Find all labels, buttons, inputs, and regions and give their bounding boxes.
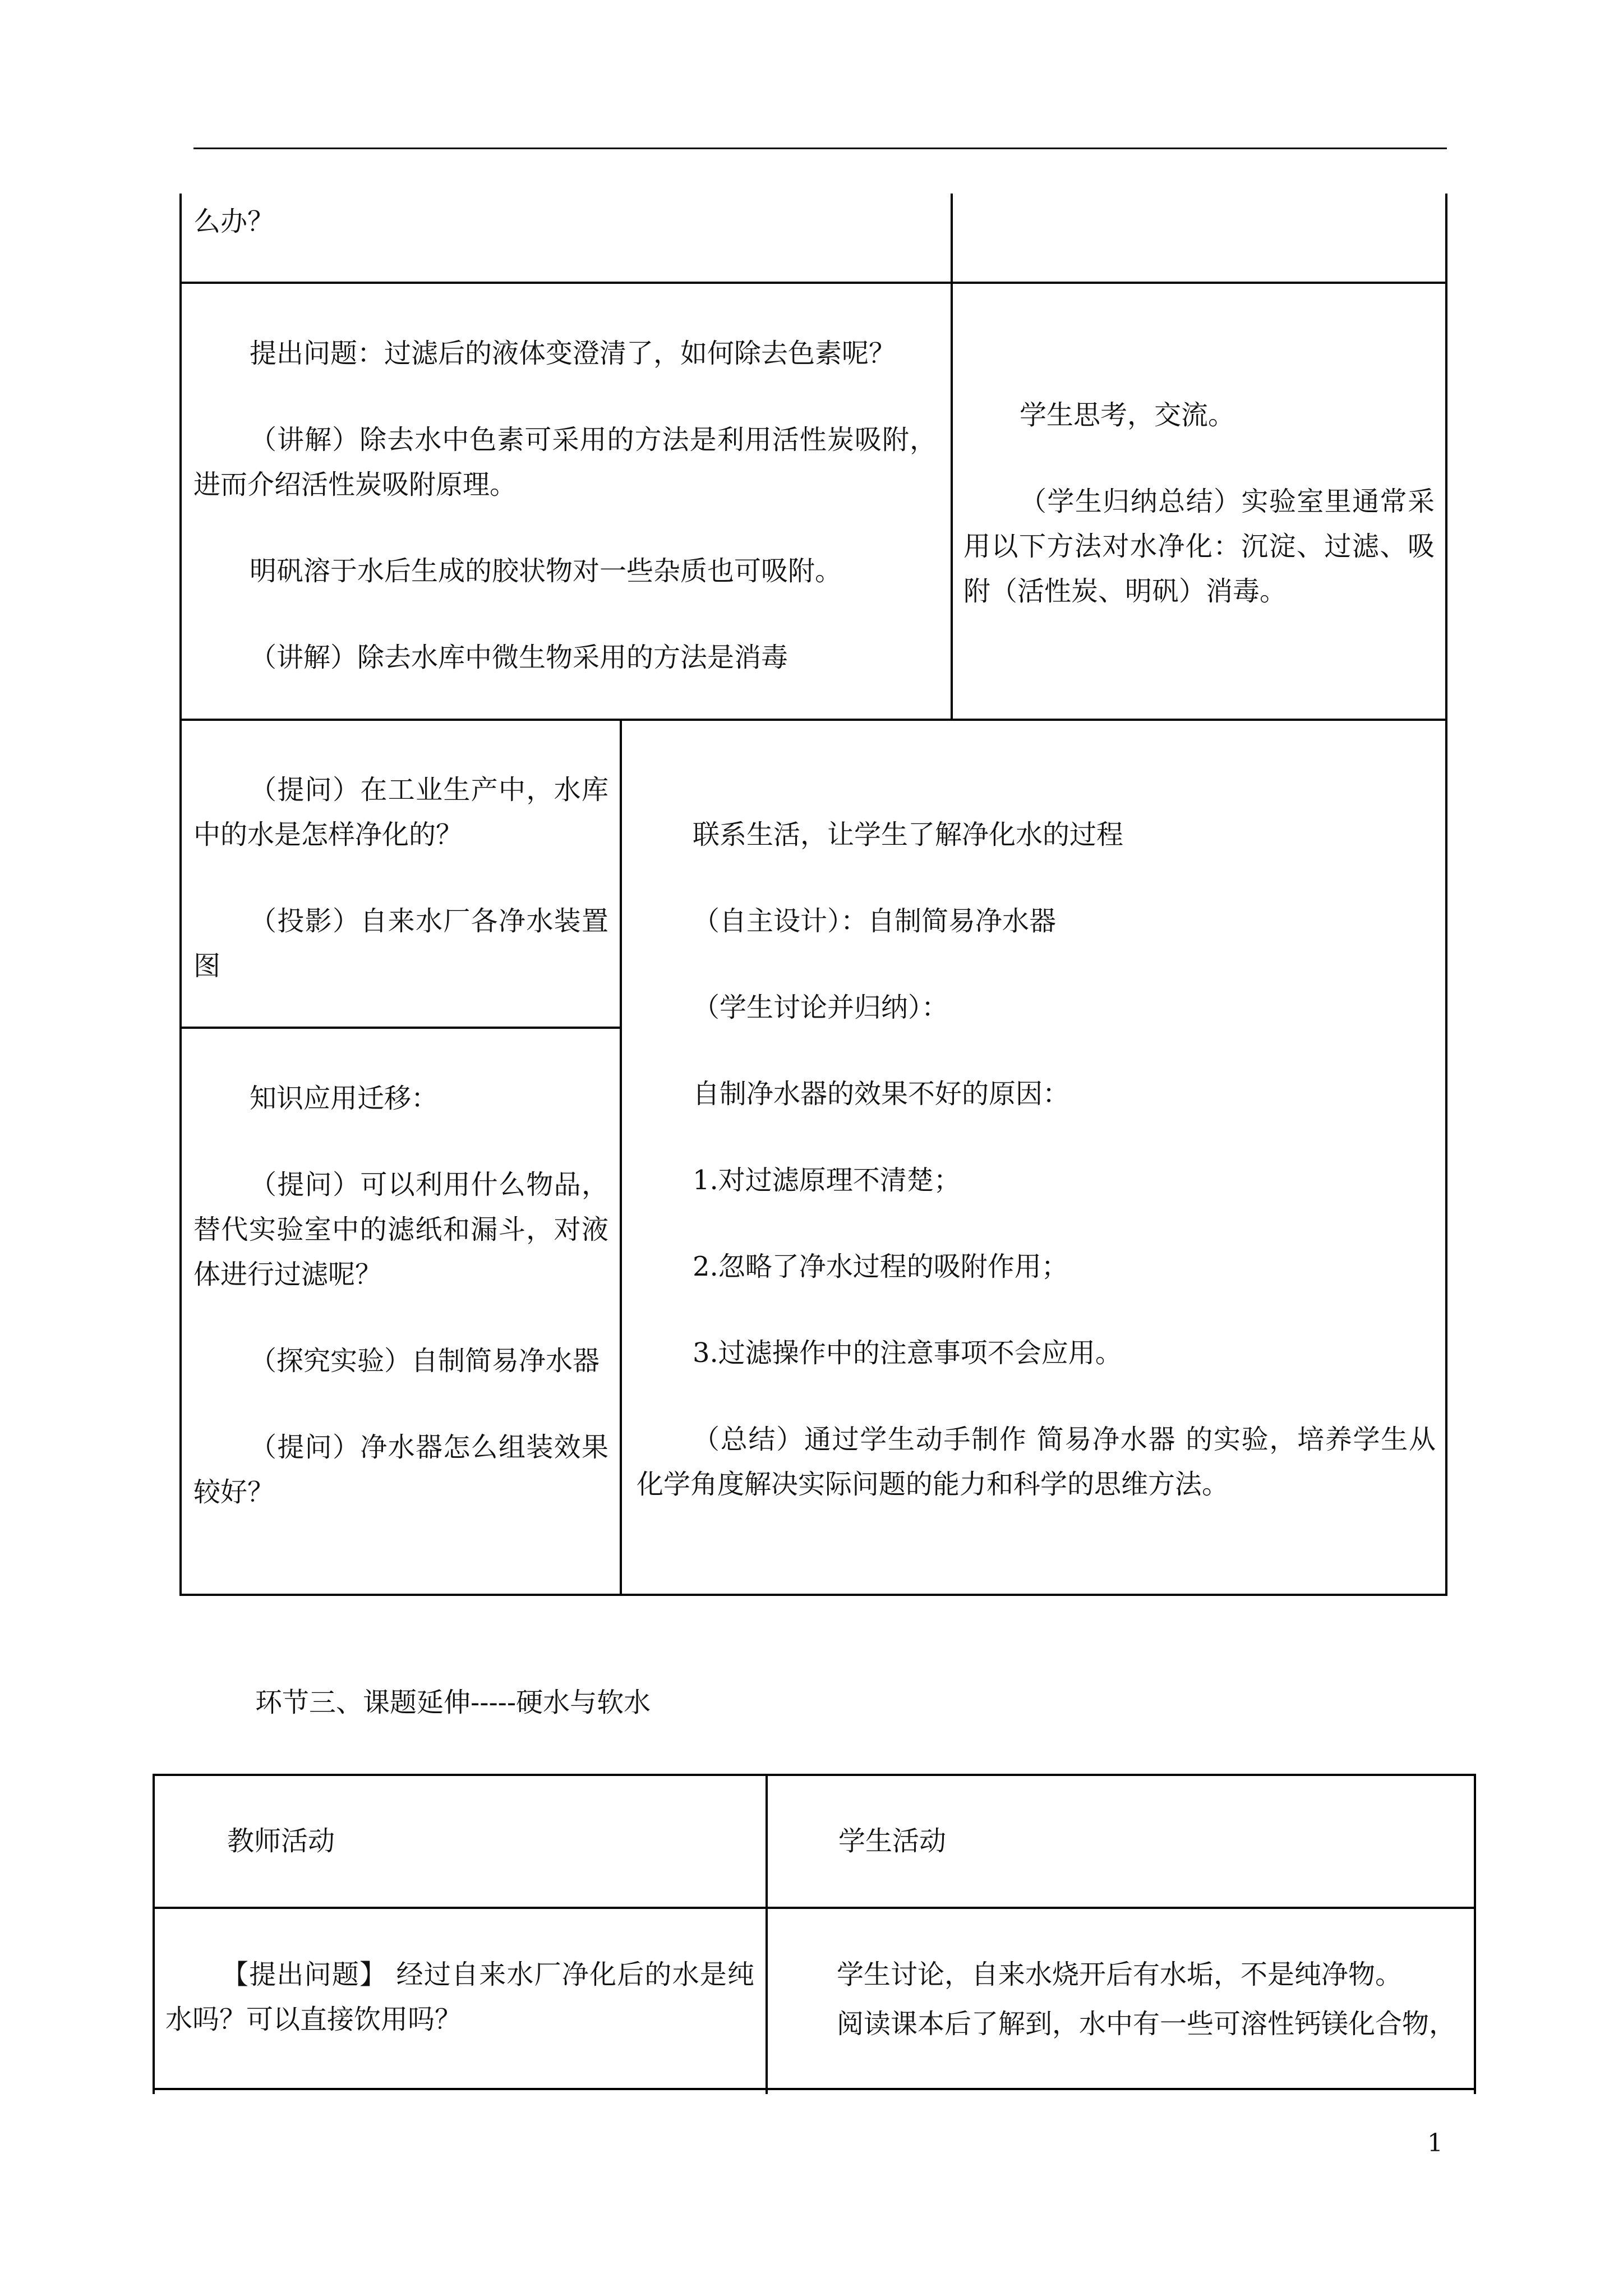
table-cell bbox=[193, 199, 934, 244]
paragraph: 明矾溶于水后生成的胶状物对一些杂质也可吸附。 bbox=[250, 555, 842, 587]
paragraph: （提问）在工业生产中，水库中的水是怎样净化的？ bbox=[193, 774, 608, 850]
column-header bbox=[838, 1819, 1399, 1864]
section-title: 环节三、课题延伸-----硬水与软水 bbox=[255, 1687, 651, 1718]
paragraph: 知识应用迁移： bbox=[250, 1083, 439, 1114]
cell-text: 么办？ bbox=[193, 206, 275, 237]
paragraph: （学生讨论并归纳）： bbox=[693, 992, 949, 1023]
paragraph: 【提出问题】 经过自来水厂净化后的水是纯水吗？可以直接饮用吗？ bbox=[165, 1959, 754, 2035]
table-cell bbox=[963, 393, 1435, 614]
table-cell bbox=[193, 767, 608, 988]
list-item: 1.对过滤原理不清楚； bbox=[693, 1165, 961, 1196]
paragraph: （总结）通过学生动手制作 简易净水器 的实验，培养学生从化学角度解决实际问题的能力和科学的思维方法。 bbox=[637, 1424, 1436, 1500]
table-cell bbox=[165, 1952, 754, 2042]
table-cell bbox=[637, 812, 1436, 1507]
paragraph: （探究实验）自制简易净水器 bbox=[250, 1345, 600, 1377]
paragraph: （提问）可以利用什么物品，替代实验室中的滤纸和漏斗，对液体进行过滤呢？ bbox=[193, 1169, 608, 1290]
table-cell bbox=[781, 1952, 1462, 2046]
paragraph: （提问）净水器怎么组装效果较好？ bbox=[193, 1432, 608, 1508]
header-text: 教师活动 bbox=[227, 1825, 335, 1857]
list-item: 3.过滤操作中的注意事项不会应用。 bbox=[693, 1337, 1122, 1369]
paragraph: （讲解）除去水库中微生物采用的方法是消毒 bbox=[250, 642, 789, 673]
paragraph: （学生归纳总结）实验室里通常采用以下方法对水净化：沉淀、过滤、吸附（活性炭、明矾）消毒。 bbox=[963, 486, 1435, 607]
paragraph: 阅读课本后了解到，水中有一些可溶性钙镁化合物， bbox=[837, 2008, 1456, 2040]
header-rule bbox=[193, 148, 1447, 149]
paragraph: （自主设计）：自制简易净水器 bbox=[693, 905, 1057, 937]
column-header bbox=[227, 1819, 732, 1864]
paragraph: （讲解）除去水中色素可采用的方法是利用活性炭吸附，进而介绍活性炭吸附原理。 bbox=[193, 424, 937, 500]
paragraph: 学生思考，交流。 bbox=[1020, 399, 1235, 431]
header-text: 学生活动 bbox=[838, 1825, 947, 1857]
paragraph: 联系生活，让学生了解净化水的过程 bbox=[693, 819, 1124, 850]
list-item: 2.忽略了净水过程的吸附作用； bbox=[693, 1251, 1068, 1282]
paragraph: 自制净水器的效果不好的原因： bbox=[693, 1078, 1070, 1110]
paragraph: 提出问题：过滤后的液体变澄清了，如何除去色素呢？ bbox=[250, 338, 896, 369]
paragraph: 学生讨论，自来水烧开后有水垢，不是纯净物。 bbox=[837, 1959, 1403, 1990]
paragraph: （投影）自来水厂各净水装置图 bbox=[193, 905, 608, 982]
page-number: 1 bbox=[1427, 2129, 1443, 2157]
table-cell bbox=[193, 1076, 608, 1515]
table-cell bbox=[193, 331, 937, 680]
